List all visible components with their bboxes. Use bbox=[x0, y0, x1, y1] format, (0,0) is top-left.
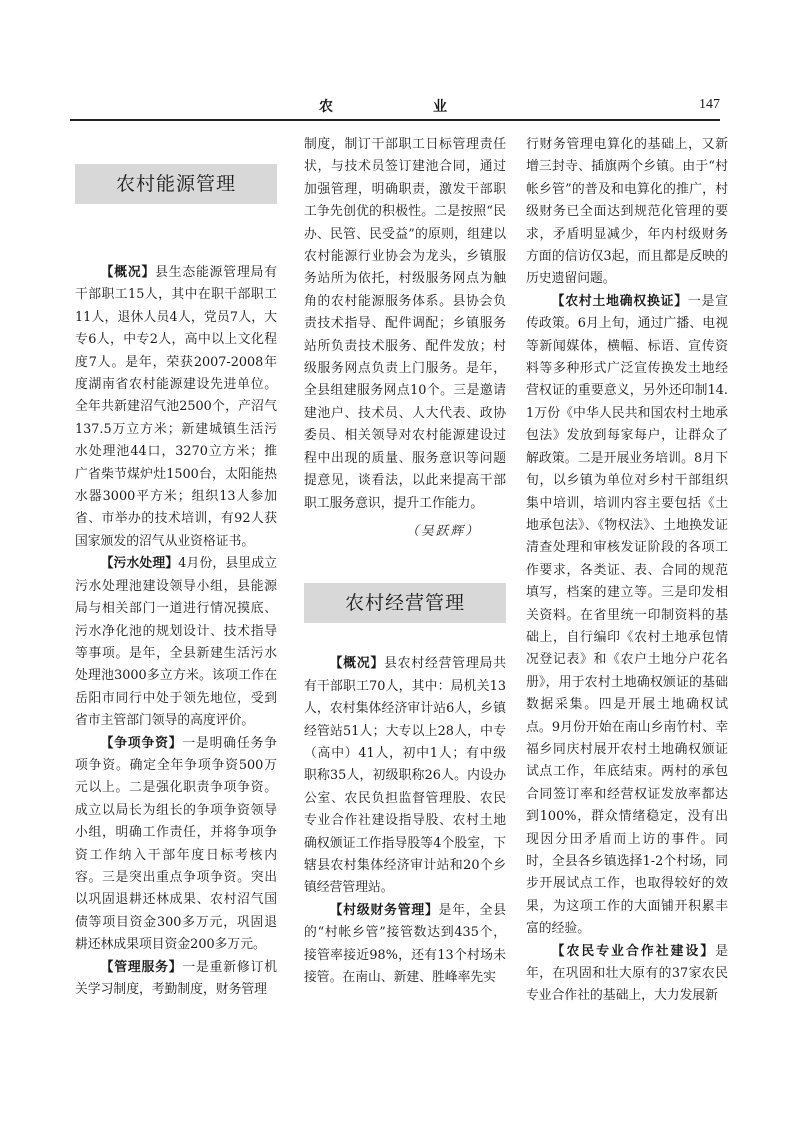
column-2-flow bbox=[304, 134, 506, 989]
paragraph-text: 4月份，县里成立污水处理池建设领导小组，县能源局与相关部门一道进行情况摸底、污水净化池的规划设计、技术指导等事项。是年，全县新建生活污水处理池3000多立方米。该项工作在岳阳市同行中处于领先地位，受到省市主管部门领导的高度评价。 bbox=[75, 556, 277, 729]
keyword-management-service: 【管理服务】 bbox=[100, 959, 183, 975]
paragraph-village-finance-continued: 行财务管理电算化的基础上，又新增三封寺、插旗两个乡镇。由于“村帐乡管”的普及和电算化的推广，村级财务已全面达到规范化管理的要求，矛盾明显减少，年内村级财务方面的信访仅3起，而且都是反映的历史遗留问题。 bbox=[526, 137, 728, 287]
paragraph-text: 一是明确任务争项争资。确定全年争项争资500万元以上。二是强化职责争项争资。成立以局长为组长的争项争资领导小组，明确工作责任，并将争项争资工作纳入干部年度日标考核内容。三是突出重点争项争资。突出以巩固退耕还林成果、农村沼气国债等项目资金300多万元，巩固退耕还林成果项目资金200多万元。 bbox=[75, 735, 278, 953]
paragraph-text: 县生态能源管理局有干部职工15人，其中在职干部职工11人，退休人员4人，党员7人，大专6人，中专2人，高中以上文化程度7人。是年，荣获2007-2008年度湖南省农村能源建设先进单位。全年共新建沼气池2500个，产沼气137.5万立方米；新建城镇生活污水处理池44口，3270立方米；推广省柴节煤炉灶1500台，太阳能热水器3000平方米；组织13人参加省、市举办的技术培训，有92人获国家颁发的沼气从业资格证书。 bbox=[75, 265, 278, 549]
paragraph-management-service-continued: 制度，制订干部职工日标管理责任状，与技术员签订建池合同，通过加强管理，明确职责，激发干部职工争先创优的积极性。二是按照“民办、民管、民受益”的原则，组建以农村能源行业协会为龙头，乡镇服务站所为依托，村级服务网点为触角的农村能源服务体系。县协会负责技术指导、配件调配；乡镇服务站所负责技术服务、配件发放；村级服务网点负责上门服务。是年，全县组建服务网点10个。三是邀请建池户、技术员、人大代表、政协委员、相关领导对农村能源建设过程中出现的质量、服务意识等问题提意见，谈看法，以此来提高干部职工服务意识，提升工作能力。 bbox=[304, 137, 506, 511]
paragraph-management-overview bbox=[304, 653, 506, 899]
paragraph-text: 一是宣传政策。6月上旬，通过广播、电视等新闻媒体，横幅、标语、宣传资料等多种形式广泛宣传换发土地经营权证的重要意义，另外还印制14.1万份《中华人民共和国农村土地承包法》发放到每家每户，让群众了解政策。二是开展业务培训。8月下旬，以乡镇为单位对乡村干部组织集中培训，培训内容主要包括《土地承包法》、《物权法》、土地换发证清查处理和审核发证阶段的各项工作要求，各类证、表、合同的规范填写，档案的建立等。三是印发相关资料。在省里统一印制资料的基础上，自行编印《农村土地承包情况登记表》和《农户土地分户花名册》，用于农村土地确权颁证的基础数据采集。四是开展土地确权试点。9月份开始在南山乡南竹村、幸福乡同庆村展开农村土地确权颁证试点工作，年底结束。两村的承包合同签订率和经营权证发放率都达到100%，群众情绪稳定，没有出现因分田矛盾而上访的事件。同时，全县各乡镇选择1-2个村场，同步开展试点工作，也取得较好的效果，为这项工作的大面铺开积累丰富的经验。 bbox=[526, 293, 729, 937]
column-1 bbox=[75, 134, 277, 1001]
paragraph-sewage bbox=[75, 553, 277, 732]
paragraph-land-rights bbox=[526, 291, 728, 941]
keyword-funding: 【争项争资】 bbox=[100, 735, 183, 751]
keyword-cooperatives: 【农民专业合作社建设】 bbox=[551, 943, 716, 959]
author-credit: （吴跃辉） bbox=[406, 523, 480, 539]
column-2 bbox=[304, 134, 506, 989]
running-title: 农 业 bbox=[319, 99, 471, 115]
keyword-overview: 【概况】 bbox=[329, 656, 385, 672]
paragraph-text: 是年，在巩固和壮大原有的37家农民专业合作社的基础上，大力发展新 bbox=[526, 943, 728, 1004]
paragraph-text: 县农村经营管理局共有干部职工70人，其中：局机关13人，农村集体经济审计站6人，乡镇经管站51人；大专以上28人，中专（高中）41人，初中1人；有中级职称35人，初级职称26人。内设办公室、农民负担监督管理股、农民专业合作社建设指导股、农村土地确权颁证工作指导股等4个股室，下辖县农村集体经济审计站和20个乡镇经营管理站。 bbox=[304, 656, 507, 896]
column-3 bbox=[526, 134, 728, 1008]
paragraph-energy-overview bbox=[75, 262, 277, 553]
paragraph-funding bbox=[75, 733, 277, 957]
keyword-village-finance: 【村级财务管理】 bbox=[329, 902, 439, 918]
section-title-rural-energy: 农村能源管理 bbox=[75, 164, 277, 204]
column-3-flow bbox=[526, 134, 728, 1008]
section-title-rural-management: 农村经营管理 bbox=[304, 583, 506, 623]
paragraph-text: 是年，全县的“村帐乡管”接管数达到435个，接管率接近98%，还有13个村场未接管。在南山、新建、胜峰率先实 bbox=[304, 902, 507, 985]
keyword-sewage: 【污水处理】 bbox=[100, 556, 179, 572]
header-rule bbox=[70, 119, 720, 121]
paragraph-text: 一是重新修订机关学习制度，考勤制度，财务管理 bbox=[75, 959, 278, 997]
paragraph-management-service bbox=[75, 957, 277, 1002]
keyword-land-rights: 【农村土地确权换证】 bbox=[551, 293, 688, 309]
paragraph-village-finance bbox=[304, 900, 506, 990]
keyword-overview: 【概况】 bbox=[100, 265, 156, 280]
paragraph-cooperatives bbox=[526, 941, 728, 1008]
page-number: 147 bbox=[699, 97, 720, 112]
running-header bbox=[70, 96, 720, 118]
